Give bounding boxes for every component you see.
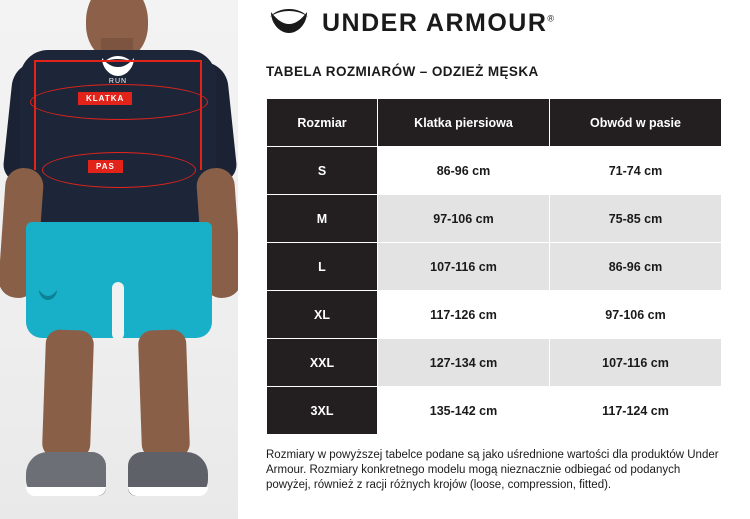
cell-chest: 135-142 cm bbox=[378, 387, 550, 435]
product-photo bbox=[0, 0, 238, 519]
cell-waist: 97-106 cm bbox=[550, 291, 722, 339]
table-header-row bbox=[267, 99, 722, 147]
size-chart-content bbox=[238, 0, 750, 519]
cell-waist: 75-85 cm bbox=[550, 195, 722, 243]
model-sole-right bbox=[128, 487, 208, 496]
shirt-run-text: RUN bbox=[108, 78, 128, 85]
size-table-body bbox=[267, 147, 722, 435]
under-armour-logo-icon bbox=[266, 8, 312, 38]
model-sole-left bbox=[26, 487, 106, 496]
table-row bbox=[267, 291, 722, 339]
cell-chest: 86-96 cm bbox=[378, 147, 550, 195]
column-header-waist: Obwód w pasie bbox=[550, 99, 722, 147]
cell-chest: 117-126 cm bbox=[378, 291, 550, 339]
waist-measure-label: PAS bbox=[88, 160, 123, 173]
brand-name bbox=[322, 9, 556, 38]
cell-size: 3XL bbox=[267, 387, 378, 435]
shirt-logo-icon bbox=[96, 54, 140, 80]
brand-name-text: UNDER ARMOUR bbox=[322, 8, 548, 37]
measure-guide-top bbox=[34, 60, 202, 62]
cell-size: XL bbox=[267, 291, 378, 339]
cell-chest: 127-134 cm bbox=[378, 339, 550, 387]
page-title: TABELA ROZMIARÓW – ODZIEŻ MĘSKA bbox=[266, 64, 539, 79]
measure-guide-right bbox=[200, 60, 202, 170]
model-leg-right bbox=[138, 329, 190, 459]
measure-guide-left bbox=[34, 60, 36, 170]
size-table-head bbox=[267, 99, 722, 147]
table-row bbox=[267, 339, 722, 387]
cell-size: S bbox=[267, 147, 378, 195]
cell-size: M bbox=[267, 195, 378, 243]
chest-measure-label: KLATKA bbox=[78, 92, 132, 105]
column-header-chest: Klatka piersiowa bbox=[378, 99, 550, 147]
shorts-logo-icon bbox=[36, 288, 60, 303]
cell-size: XXL bbox=[267, 339, 378, 387]
cell-waist: 117-124 cm bbox=[550, 387, 722, 435]
model-shorts-split bbox=[112, 282, 124, 340]
table-row bbox=[267, 243, 722, 291]
table-row bbox=[267, 195, 722, 243]
table-row bbox=[267, 387, 722, 435]
column-header-size: Rozmiar bbox=[267, 99, 378, 147]
footnote-text: Rozmiary w powyższej tabelce podane są jako uśrednione wartości dla produktów Under Armour. Rozmiary konkretnego modelu mogą nieznacznie odbiegać od podanych powyżej, również z racji różnych krojów (loose, compression, fitted). bbox=[266, 449, 719, 491]
model-leg-left bbox=[42, 329, 94, 459]
table-row bbox=[267, 147, 722, 195]
cell-waist: 107-116 cm bbox=[550, 339, 722, 387]
size-table bbox=[266, 98, 722, 435]
cell-size: L bbox=[267, 243, 378, 291]
cell-waist: 71-74 cm bbox=[550, 147, 722, 195]
brand-lockup bbox=[266, 8, 556, 38]
registered-mark: ® bbox=[547, 13, 556, 24]
cell-waist: 86-96 cm bbox=[550, 243, 722, 291]
cell-chest: 107-116 cm bbox=[378, 243, 550, 291]
cell-chest: 97-106 cm bbox=[378, 195, 550, 243]
